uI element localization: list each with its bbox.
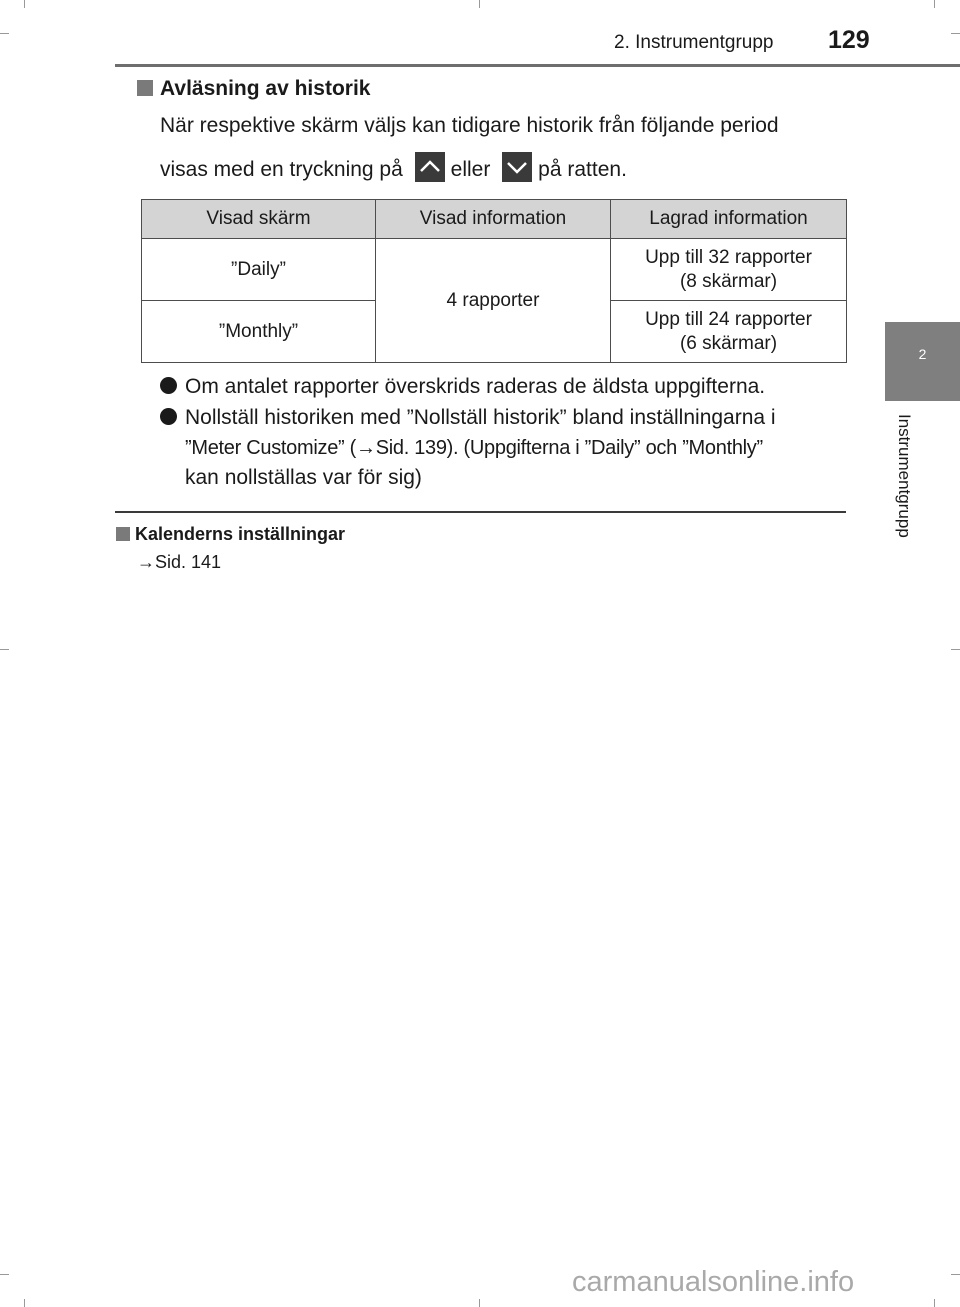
table-cell <box>611 239 847 301</box>
crop-mark <box>0 1274 9 1275</box>
chapter-tab <box>885 322 960 401</box>
bullet-dot-icon <box>160 377 177 394</box>
crop-mark <box>479 0 480 8</box>
page-reference-link[interactable]: →Sid. 141 <box>137 552 222 572</box>
table-cell-line: Upp till 32 rapporter <box>645 246 812 268</box>
table-row <box>142 239 847 301</box>
table-cell-line: (6 skärmar) <box>679 332 778 354</box>
table-cell: ”Daily” <box>142 239 376 301</box>
section-heading-text: Avläsning av historik <box>160 77 371 100</box>
intro-paragraph-line2 <box>160 152 627 182</box>
subsection-heading-text: Kalenderns inställningar <box>135 524 346 544</box>
bullet-text: Om antalet rapporter överskrids raderas de äldsta uppgifterna. <box>185 375 766 398</box>
table-cell-line: (8 skärmar) <box>679 270 778 292</box>
section-divider <box>115 511 846 513</box>
header-rule <box>115 64 960 67</box>
intro-text-mid: eller <box>450 158 491 181</box>
table-header-cell: Visad information <box>376 200 611 239</box>
table-header-row <box>142 200 847 239</box>
square-marker-icon <box>116 527 130 541</box>
bullet-text-line: kan nollställas var för sig) <box>185 466 422 489</box>
page-number: 129 <box>828 26 870 54</box>
table-header-cell: Lagrad information <box>611 200 847 239</box>
table-cell: 4 rapporter <box>376 239 611 363</box>
intro-paragraph-line1: När respektive skärm väljs kan tidigare historik från följande period <box>160 114 779 137</box>
section-heading <box>137 77 370 101</box>
table-cell <box>611 301 847 363</box>
chapter-side-label-text: Instrumentgrupp <box>895 414 914 538</box>
bullet-text-line: ”Meter Customize” (→Sid. 139). (Uppgifterna i ”Daily” och ”Monthly” <box>185 437 763 459</box>
square-marker-icon <box>137 80 153 96</box>
crop-mark <box>0 649 9 650</box>
intro-text-end: på ratten. <box>538 158 627 181</box>
intro-text-start: visas med en tryckning på <box>160 158 403 181</box>
crop-mark <box>951 1274 960 1275</box>
bullet-text-line: Nollställ historiken med ”Nollställ historik” bland inställningarna i <box>185 406 776 429</box>
table-cell: ”Monthly” <box>142 301 376 363</box>
crop-mark <box>951 33 960 34</box>
crop-mark <box>951 649 960 650</box>
bullet-text <box>185 403 840 493</box>
chevron-up-icon <box>415 152 445 182</box>
crop-mark <box>0 33 9 34</box>
crop-mark <box>934 1299 935 1307</box>
running-header-section: 2. Instrumentgrupp <box>614 32 774 53</box>
crop-mark <box>24 1299 25 1307</box>
crop-mark <box>934 0 935 8</box>
crop-mark <box>24 0 25 8</box>
history-table <box>141 199 847 363</box>
table-header-cell: Visad skärm <box>142 200 376 239</box>
bullet-dot-icon <box>160 408 177 425</box>
subsection-heading <box>116 524 345 545</box>
chapter-tab-number: 2 <box>918 346 927 362</box>
watermark: carmanualsonline.info <box>572 1266 855 1298</box>
table-cell-line: Upp till 24 rapporter <box>645 308 812 330</box>
crop-mark <box>479 1299 480 1307</box>
chapter-side-label <box>893 414 919 564</box>
chevron-down-icon <box>502 152 532 182</box>
